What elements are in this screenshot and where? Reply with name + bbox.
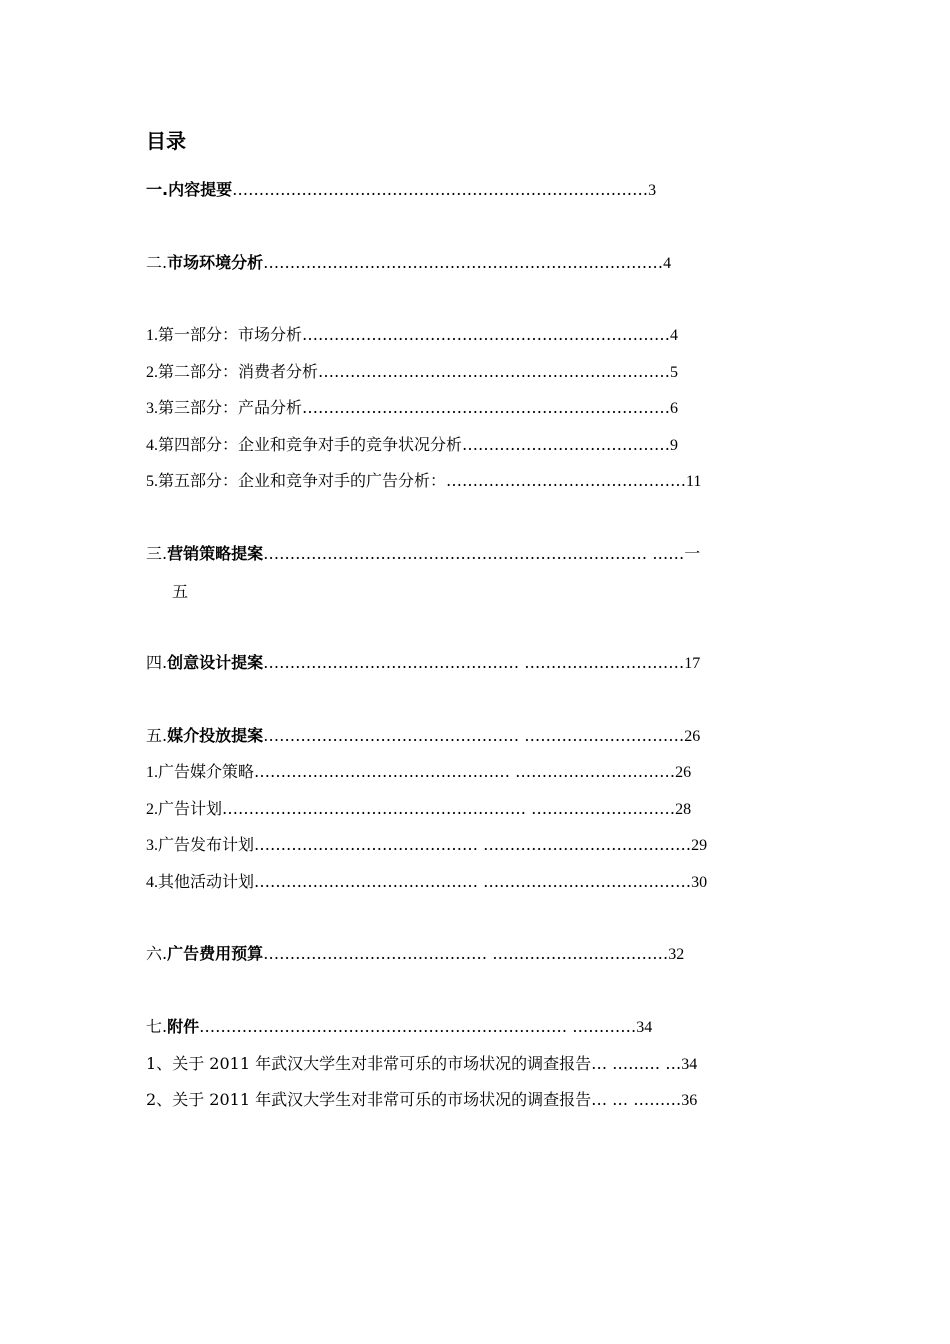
toc-entry-continuation: 五 (172, 582, 189, 601)
toc-entry[interactable] (146, 252, 671, 275)
toc-entry-leader: ………………………………………… ………………………… (254, 762, 676, 781)
toc-entry-prefix: 2、 (146, 1090, 173, 1109)
toc-entry-text: 第一部分：市场分析 (158, 325, 303, 344)
toc-entry-leader: …………………………………………………………………… (232, 180, 649, 199)
toc-entry[interactable] (146, 434, 678, 457)
toc-entry-leader: ……………………………………… (446, 471, 687, 490)
toc-entry-page: 30 (691, 874, 708, 891)
toc-entry-text: 内容提要 (168, 180, 233, 199)
toc-entry-text: 第三部分：产品分析 (158, 398, 303, 417)
toc-entry-text: 其他活动计划 (158, 872, 255, 891)
toc-entry-page: 26 (684, 728, 701, 745)
toc-entry-text: 关于 2011 年武汉大学生对非常可乐的市场状况的调查报告 (172, 1054, 592, 1073)
toc-entry-page: 11 (686, 473, 702, 490)
toc-title: 目录 (146, 129, 186, 153)
toc-entry-prefix: 1. (146, 764, 158, 781)
toc-entry-leader: …………………………………………………………… (302, 325, 671, 344)
toc-entry-page: 3 (648, 182, 657, 199)
toc-entry-page: 4 (670, 327, 679, 344)
toc-entry[interactable] (146, 470, 701, 493)
toc-entry-prefix: 七. (146, 1017, 168, 1036)
toc-entry-text: 营销策略提案 (167, 544, 264, 563)
toc-entry[interactable] (146, 324, 678, 347)
toc-entry-page: 29 (691, 837, 708, 854)
toc-entry-leader: ………………………………………………………… (318, 362, 671, 381)
toc-entry-prefix: 2. (146, 364, 158, 381)
toc-entry[interactable] (146, 798, 691, 821)
toc-entry-prefix: 四. (146, 653, 168, 672)
toc-entry-leader: ………………………………………………………………… (263, 253, 664, 272)
toc-entry-leader: …………………………………… ………………………………… (254, 835, 692, 854)
toc-entry-page: 一 (684, 544, 701, 563)
toc-entry[interactable] (146, 834, 707, 857)
toc-entry-leader: ………………………………… (462, 435, 671, 454)
toc-entry[interactable] (146, 943, 684, 966)
toc-entry-prefix: 1. (146, 327, 158, 344)
toc-entry-text: 市场环境分析 (167, 253, 264, 272)
toc-entry-page: 4 (663, 255, 672, 272)
toc-entry-text: 创意设计提案 (167, 653, 264, 672)
toc-entry-text: 广告计划 (158, 799, 223, 818)
toc-entry-page: 6 (670, 400, 679, 417)
toc-entry-prefix: 二. (146, 253, 168, 272)
toc-entry[interactable] (146, 652, 700, 675)
toc-entry-page: 28 (675, 801, 692, 818)
toc-entry[interactable] (146, 179, 656, 202)
toc-entry-prefix: 一. (146, 180, 169, 199)
toc-entry[interactable] (146, 1089, 697, 1112)
toc-entry-prefix: 1、 (146, 1054, 173, 1073)
toc-entry-prefix: 3. (146, 400, 158, 417)
toc-entry-leader: ……………………………………………………………… …… (263, 544, 685, 563)
toc-entry-prefix: 六. (146, 944, 168, 963)
toc-entry-page: 34 (636, 1019, 653, 1036)
toc-entry-prefix: 4. (146, 874, 158, 891)
toc-entry[interactable] (146, 1016, 652, 1039)
toc-entry-prefix: 4. (146, 437, 158, 454)
toc-entry-page: 36 (681, 1092, 698, 1109)
toc-entry-prefix: 3. (146, 837, 158, 854)
toc-entry-prefix: 五. (146, 726, 168, 745)
toc-entry-text: 第四部分：企业和竞争对手的竞争状况分析 (158, 435, 463, 454)
toc-entry[interactable] (146, 361, 678, 384)
toc-entry-leader: … … ……… (591, 1090, 682, 1109)
toc-entry-text: 第五部分：企业和竞争对手的广告分析： (158, 471, 447, 490)
toc-entry-page: 32 (668, 946, 685, 963)
toc-entry-leader: …………………………………………………………… (302, 398, 671, 417)
toc-entry-text: 广告发布计划 (158, 835, 255, 854)
toc-entry-text: 第二部分：消费者分析 (158, 362, 319, 381)
toc-entry-prefix: 三. (146, 544, 168, 563)
toc-entry-page: 5 (670, 364, 679, 381)
toc-entry-page: 26 (675, 764, 692, 781)
toc-entry[interactable] (146, 871, 707, 894)
toc-entry-prefix: 2. (146, 801, 158, 818)
toc-entry-text: 媒介投放提案 (167, 726, 264, 745)
toc-entry-page: 9 (670, 437, 679, 454)
toc-entry[interactable] (146, 725, 700, 748)
toc-entry[interactable] (146, 543, 700, 565)
toc-entry-leader: …………………………………… …………………………… (263, 944, 669, 963)
toc-entry[interactable] (146, 761, 691, 784)
toc-entry[interactable] (146, 397, 678, 420)
toc-entry-leader: …………………………………………………………… ………… (199, 1017, 637, 1036)
toc-entry-leader: … ……… … (591, 1054, 682, 1073)
toc-entry-text: 关于 2011 年武汉大学生对非常可乐的市场状况的调查报告 (172, 1090, 592, 1109)
toc-entry-text: 附件 (167, 1017, 200, 1036)
toc-entry[interactable] (146, 1053, 697, 1076)
toc-entry-prefix: 5. (146, 473, 158, 490)
toc-entry-leader: ………………………………………… ………………………… (263, 726, 685, 745)
toc-entry-page: 17 (684, 655, 701, 672)
toc-entry-page: 34 (681, 1056, 698, 1073)
toc-entry-leader: …………………………………… ………………………………… (254, 872, 692, 891)
toc-entry-text: 广告媒介策略 (158, 762, 255, 781)
toc-entry-leader: ………………………………………………… ……………………… (222, 799, 676, 818)
toc-entry-text: 广告费用预算 (167, 944, 264, 963)
toc-entry-leader: ………………………………………… ………………………… (263, 653, 685, 672)
